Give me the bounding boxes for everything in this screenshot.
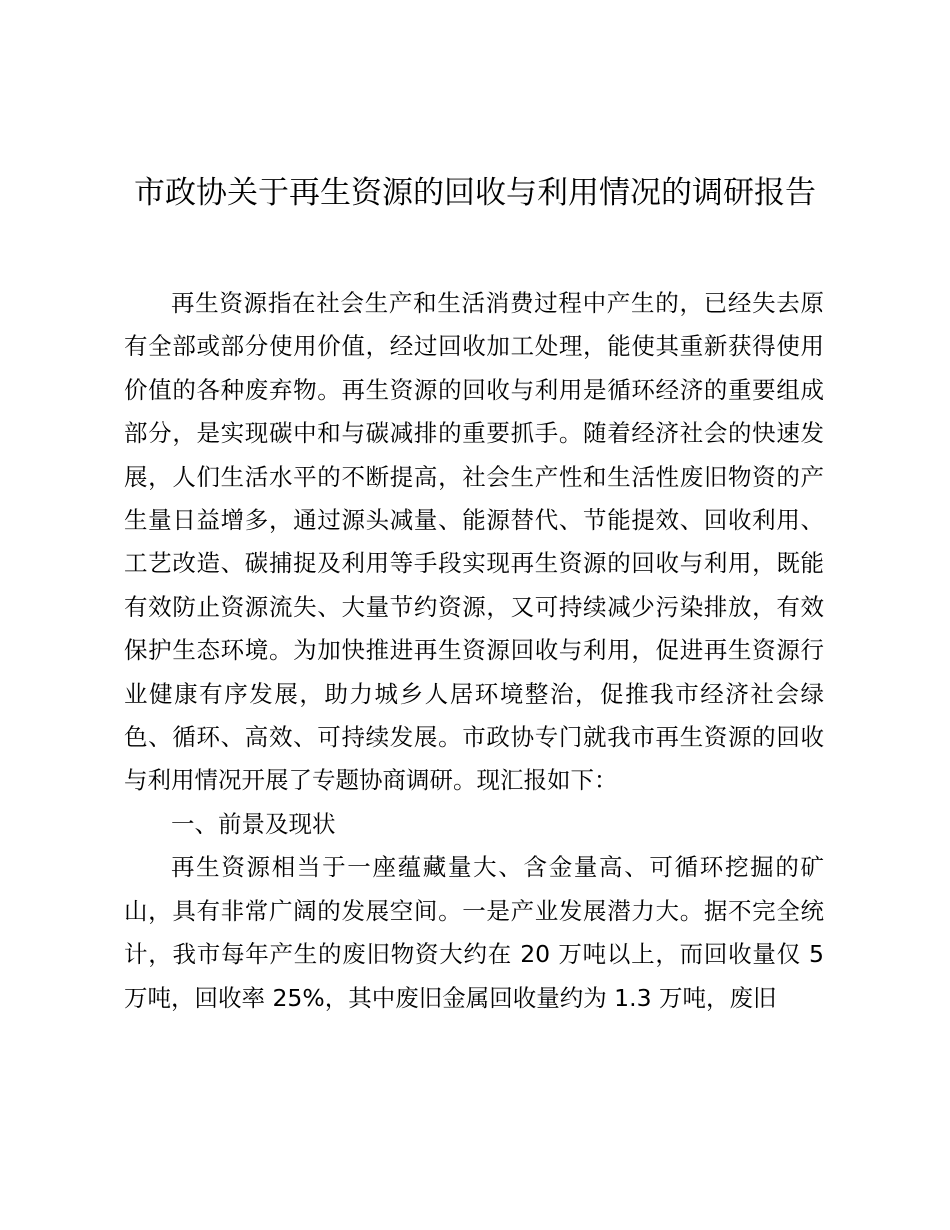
document-title: 市政协关于再生资源的回收与利用情况的调研报告	[134, 175, 816, 211]
paragraph-intro: 再生资源指在社会生产和生活消费过程中产生的，已经失去原有全部或部分使用价值，经过回收加工处理，能使其重新获得使用价值的各种废弃物。再生资源的回收与利用是循环经济的重要组成部分，是实现碳中和与碳减排的重要抓手。随着经济社会的快速发展，人们生活水平的不断提高，社会生产性和生活性废旧物资的产生量日益增多，通过源头减量、能源替代、节能提效、回收利用、工艺改造、碳捕捉及利用等手段实现再生资源的回收与利用，既能有效防止资源流失、大量节约资源，又可持续减少污染排放，有效保护生态环境。为加快推进再生资源回收与利用，促进再生资源行业健康有序发展，助力城乡人居环境整治，促推我市经济社会绿色、循环、高效、可持续发展。市政协专门就我市再生资源的回收与利用情况开展了专题协商调研。现汇报如下：	[124, 289, 824, 795]
paragraph-prospects: 再生资源相当于一座蕴藏量大、含金量高、可循环挖掘的矿山，具有非常广阔的发展空间。一是产业发展潜力大。据不完全统计，我市每年产生的废旧物资大约在 20 万吨以上，而回收量仅 5 万吨，回收率 25%，其中废旧金属回收量约为 1.3 万吨，废旧	[124, 853, 824, 1012]
section-heading: 一、前景及现状	[171, 809, 336, 838]
document-body	[124, 282, 824, 1020]
